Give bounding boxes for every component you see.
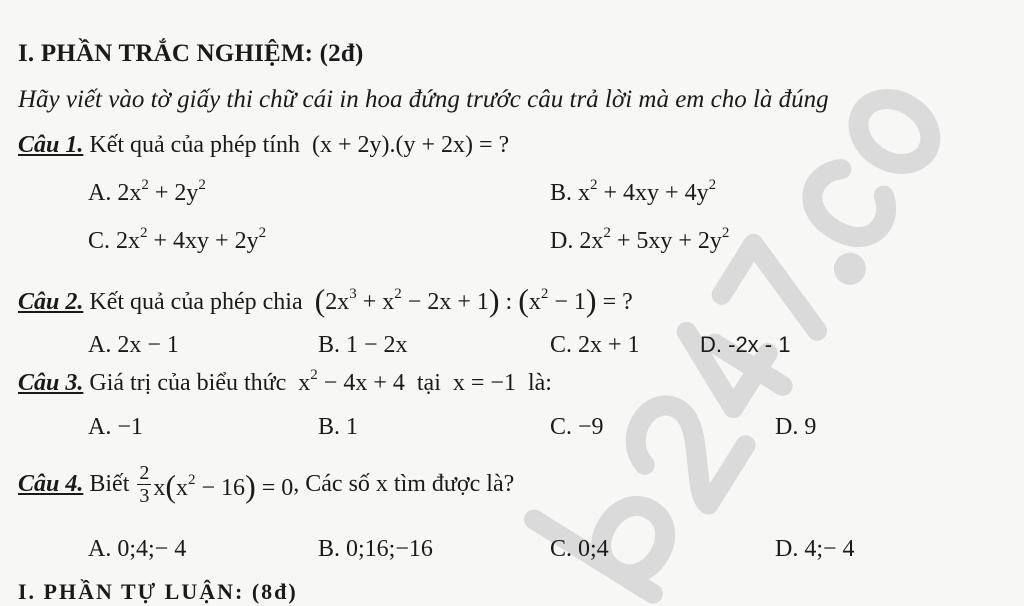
- q3-option-d: D. 9: [775, 414, 817, 440]
- question-1: [18, 132, 509, 159]
- q4-option-b: B. 0;16;−16: [318, 536, 433, 562]
- question-1-text: Kết quả của phép tính: [89, 132, 300, 158]
- question-4: Câu 4. Biết $\frac{2}{3}$ $x(x^2 - 16) = 0$ , Các số x tìm được là?: [18, 462, 515, 507]
- question-3: Câu 3. Giá trị của biểu thức $x^2 - 4x + 4$ tại x = −1 là:: [18, 367, 552, 396]
- q2-option-a: A. 2x − 1: [88, 332, 179, 358]
- q1-option-b: B. $x^2 + 4xy + 4y^2$: [550, 177, 717, 206]
- question-1-expression: (x + 2y).(y + 2x) = ?: [311, 132, 510, 158]
- section-title: I. PHẦN TRẮC NGHIỆM: (2đ): [18, 40, 364, 67]
- q3-option-a: A. −1: [88, 414, 143, 440]
- question-2-expression: $(2x^3 + x^2 - 2x + 1)$ : $(x^2 - 1)$ = ?: [314, 282, 633, 318]
- q3-option-c: C. −9: [550, 414, 604, 440]
- question-2-text: Kết quả của phép chia: [89, 289, 303, 315]
- q2-option-d: D. -2x - 1: [700, 332, 791, 357]
- question-2: [18, 280, 633, 317]
- question-3-text: Giá trị của biểu thức: [89, 370, 287, 396]
- q4-option-c: C. 0;4: [550, 536, 609, 562]
- question-1-label: Câu 1.: [18, 132, 84, 158]
- q1-option-a: A. $2x^2 + 2y^2$: [88, 177, 206, 206]
- q1-option-d: D. $2x^2 + 5xy + 2y^2$: [550, 225, 730, 254]
- question-4-text: Biết: [89, 471, 130, 497]
- question-2-label: Câu 2.: [18, 289, 84, 315]
- question-4-expression: $x(x^2 - 16) = 0$: [153, 468, 294, 504]
- question-3-condition: x = −1: [452, 370, 516, 396]
- q4-option-d: D. 4;− 4: [775, 536, 855, 562]
- q4-option-a: A. 0;4;− 4: [88, 536, 187, 562]
- next-section-heading: I. PHẦN TỰ LUẬN: (8đ): [18, 579, 298, 604]
- question-3-expression: $x^2 - 4x + 4$: [298, 367, 405, 396]
- q2-option-c: C. 2x + 1: [550, 332, 640, 358]
- question-4-fraction: $\frac{2}{3}$: [139, 462, 150, 507]
- question-4-label: Câu 4.: [18, 471, 84, 497]
- section-instruction: Hãy viết vào tờ giấy thi chữ cái in hoa đứng trước câu trả lời mà em cho là đúng: [18, 86, 829, 113]
- q2-option-b: B. 1 − 2x: [318, 332, 408, 358]
- question-3-label: Câu 3.: [18, 370, 84, 396]
- q3-option-b: B. 1: [318, 414, 359, 440]
- q1-option-c: C. $2x^2 + 4xy + 2y^2$: [88, 225, 267, 254]
